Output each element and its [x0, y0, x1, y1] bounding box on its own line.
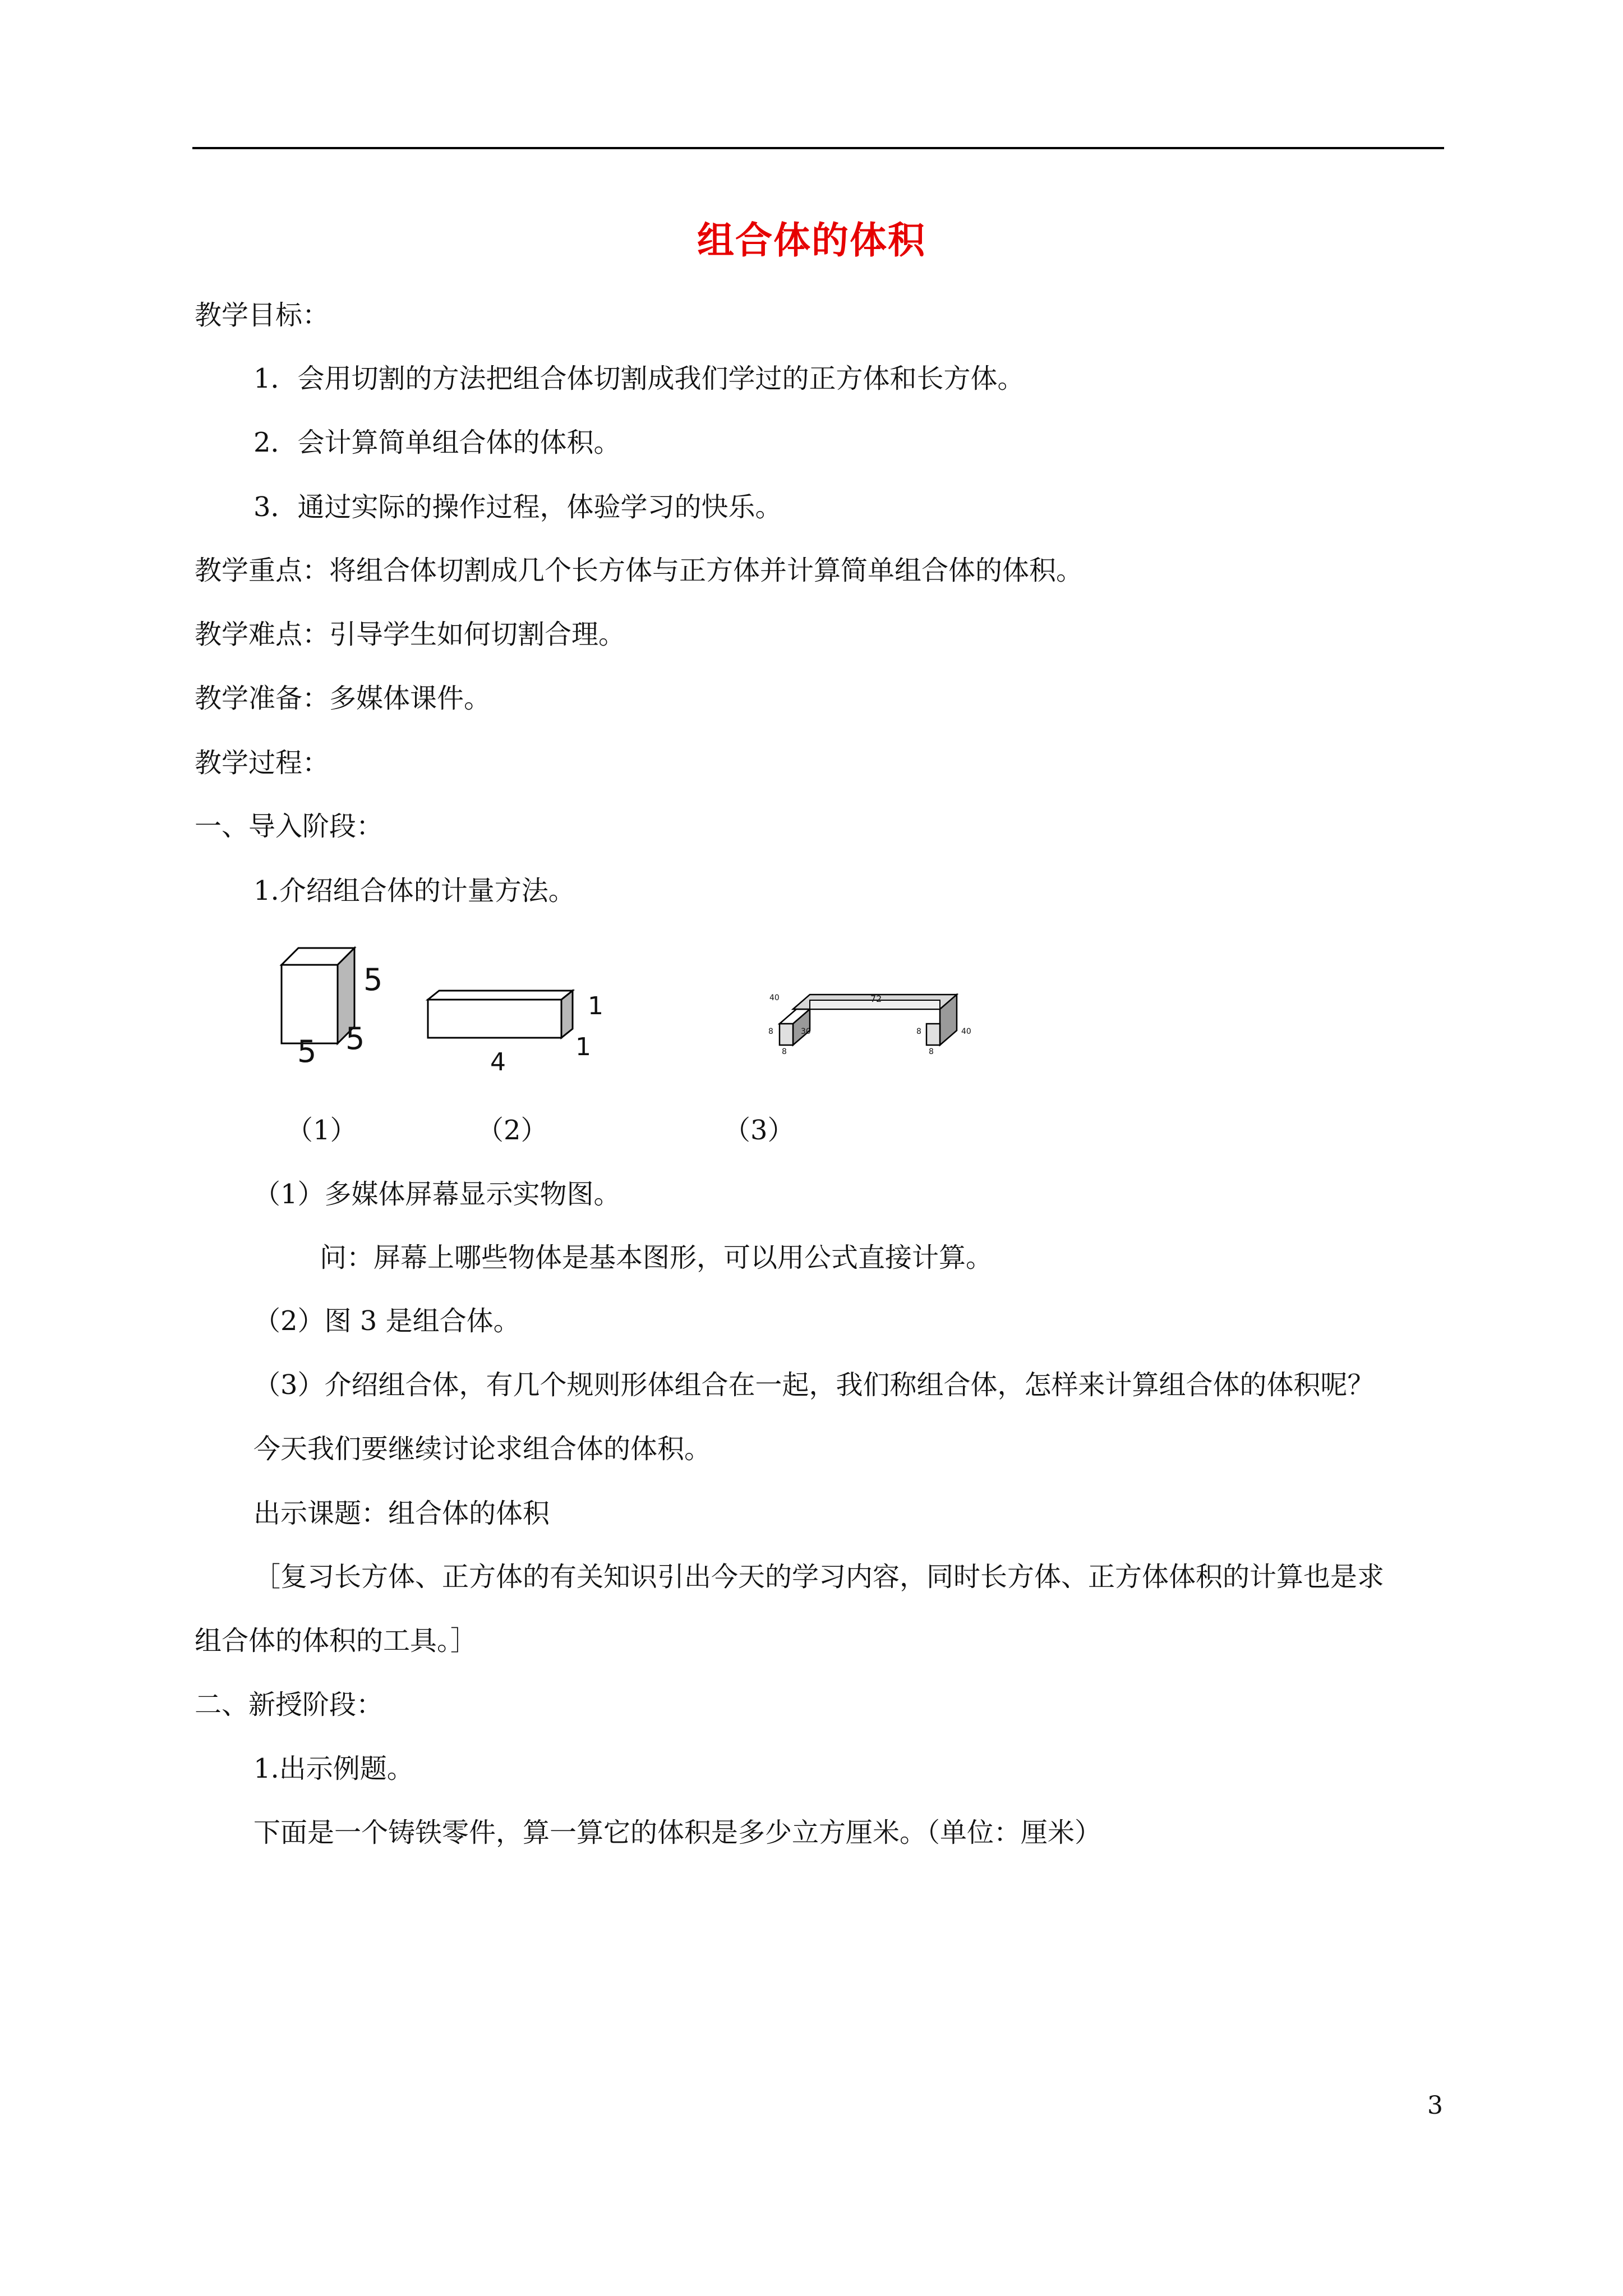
fig1-label-depth: 5	[345, 1021, 365, 1056]
page-number: 3	[1427, 2091, 1443, 2120]
figure-cuboid	[423, 987, 592, 1055]
para-3: （3）介绍组合体，有几个规则形体组合在一起，我们称组合体，怎样来计算组合体的体积呢？	[253, 1369, 1375, 1401]
fig3-label-top-length: 72	[870, 993, 882, 1004]
fig3-label-right-base: 8	[929, 1047, 934, 1056]
fig1-label-front: 5	[297, 1034, 317, 1069]
para-1-question: 问：屏幕上哪些物体是基本图形，可以用公式直接计算。	[320, 1242, 993, 1273]
para-1: （1）多媒体屏幕显示实物图。	[253, 1179, 621, 1210]
fig2-label-length: 4	[490, 1048, 506, 1076]
fig2-caption: （2）	[477, 1115, 548, 1146]
fig3-label-right-width: 8	[916, 1027, 921, 1036]
process-heading: 教学过程：	[195, 747, 330, 779]
section1-item1: 1.介绍组合体的计量方法。	[253, 875, 575, 907]
section2-heading: 二、新授阶段：	[195, 1689, 384, 1720]
figure-cube	[269, 942, 404, 1077]
objectives-heading: 教学目标：	[195, 300, 330, 331]
objective-2: 2．会计算简单组合体的体积。	[253, 427, 621, 458]
fig2-label-height: 1	[588, 992, 603, 1020]
para-6-line1: ［复习长方体、正方体的有关知识引出今天的学习内容，同时长方体、正方体体积的计算也是求	[253, 1561, 1385, 1593]
fig3-label-left-depth: 30	[801, 1027, 811, 1036]
para-5: 出示课题：组合体的体积	[253, 1498, 550, 1529]
page-title: 组合体的体积	[697, 218, 926, 262]
fig1-caption: （1）	[286, 1115, 357, 1146]
fig3-label-left-height: 40	[769, 993, 780, 1002]
fig3-label-left-base: 8	[782, 1047, 787, 1056]
objective-1: 1．会用切割的方法把组合体切割成我们学过的正方体和长方体。	[253, 363, 1025, 394]
para-6-line2: 组合体的体积的工具。］	[195, 1625, 478, 1657]
preparation: 教学准备：多媒体课件。	[195, 683, 491, 714]
example-text: 下面是一个铸铁零件，算一算它的体积是多少立方厘米。（单位：厘米）	[253, 1817, 1102, 1848]
difficulty: 教学难点：引导学生如何切割合理。	[195, 619, 626, 650]
para-4: 今天我们要继续讨论求组合体的体积。	[253, 1433, 712, 1465]
key-point: 教学重点：将组合体切割成几个长方体与正方体并计算简单组合体的体积。	[195, 555, 1083, 586]
fig3-label-left-width: 8	[768, 1027, 773, 1036]
header-rule	[192, 147, 1444, 149]
section1-heading: 一、导入阶段：	[195, 811, 384, 842]
section2-item1: 1.出示例题。	[253, 1753, 414, 1784]
fig3-label-right-height: 40	[961, 1027, 971, 1036]
fig3-caption: （3）	[723, 1115, 795, 1146]
fig1-label-side: 5	[363, 962, 383, 997]
para-2: （2）图 3 是组合体。	[253, 1305, 520, 1337]
objective-3: 3．通过实际的操作过程，体验学习的快乐。	[253, 491, 782, 523]
fig2-label-depth: 1	[575, 1033, 591, 1061]
